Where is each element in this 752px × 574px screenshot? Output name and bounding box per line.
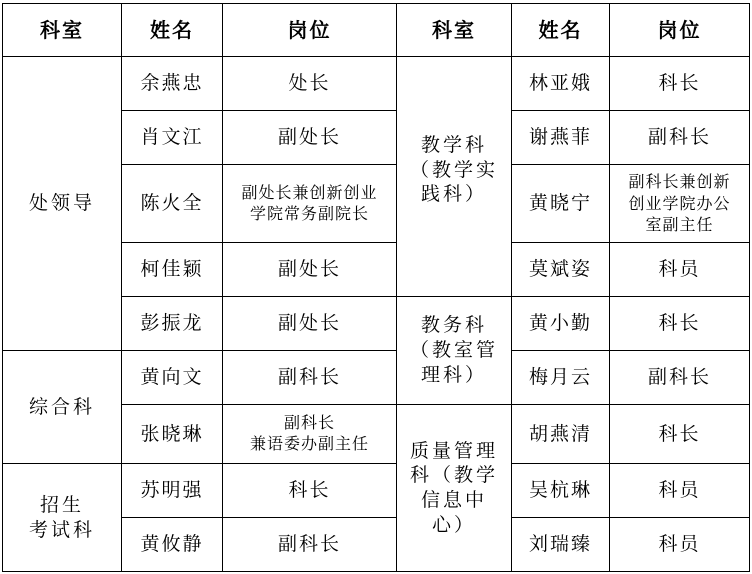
post-cell: 副科长: [610, 351, 750, 405]
post-cell: 科长: [610, 405, 750, 464]
post-cell: 副科长兼创新 创业学院办公 室副主任: [610, 165, 750, 243]
post-cell: 副科长: [223, 351, 397, 405]
name-cell: 梅月云: [512, 351, 610, 405]
name-cell: 黄小勤: [512, 297, 610, 351]
header-dept-left: 科室: [3, 4, 122, 57]
header-name-left: 姓名: [122, 4, 223, 57]
post-cell: 科员: [610, 518, 750, 572]
header-post-right: 岗位: [610, 4, 750, 57]
name-cell: 吴杭琳: [512, 464, 610, 518]
table-row: [3, 57, 750, 111]
dept-cell-teaching: 教学科 （教学实 践科）: [397, 57, 512, 297]
post-cell: 副科长: [610, 111, 750, 165]
header-dept-right: 科室: [397, 4, 512, 57]
post-cell: 副处长: [223, 243, 397, 297]
table-row: [3, 351, 750, 405]
name-cell: 张晓琳: [122, 405, 223, 464]
name-cell: 肖文江: [122, 111, 223, 165]
staff-table: [2, 3, 750, 572]
name-cell: 余燕忠: [122, 57, 223, 111]
name-cell: 苏明强: [122, 464, 223, 518]
name-cell: 黄攸静: [122, 518, 223, 572]
post-cell: 副科长 兼语委办副主任: [223, 405, 397, 464]
table-row: [3, 464, 750, 518]
post-cell: 处长: [223, 57, 397, 111]
post-cell: 科长: [610, 297, 750, 351]
header-post-left: 岗位: [223, 4, 397, 57]
post-cell: 副科长: [223, 518, 397, 572]
name-cell: 彭振龙: [122, 297, 223, 351]
dept-cell-leadership: 处领导: [3, 57, 122, 351]
post-cell: 副处长: [223, 111, 397, 165]
name-cell: 林亚娥: [512, 57, 610, 111]
post-cell: 科长: [223, 464, 397, 518]
name-cell: 黄晓宁: [512, 165, 610, 243]
name-cell: 黄向文: [122, 351, 223, 405]
name-cell: 刘瑞臻: [512, 518, 610, 572]
post-cell: 科员: [610, 243, 750, 297]
header-name-right: 姓名: [512, 4, 610, 57]
name-cell: 莫斌姿: [512, 243, 610, 297]
dept-cell-general: 综合科: [3, 351, 122, 464]
dept-cell-academic-affairs: 教务科 （教室管 理科）: [397, 297, 512, 405]
name-cell: 胡燕清: [512, 405, 610, 464]
name-cell: 柯佳颖: [122, 243, 223, 297]
name-cell: 谢燕菲: [512, 111, 610, 165]
post-cell: 副处长: [223, 297, 397, 351]
post-cell: 副处长兼创新创业 学院常务副院长: [223, 165, 397, 243]
post-cell: 科员: [610, 464, 750, 518]
name-cell: 陈火全: [122, 165, 223, 243]
post-cell: 科长: [610, 57, 750, 111]
dept-cell-quality-management: 质量管理 科（教学 信息中 心）: [397, 405, 512, 572]
dept-cell-admissions: 招生 考试科: [3, 464, 122, 572]
header-row: [3, 4, 750, 57]
